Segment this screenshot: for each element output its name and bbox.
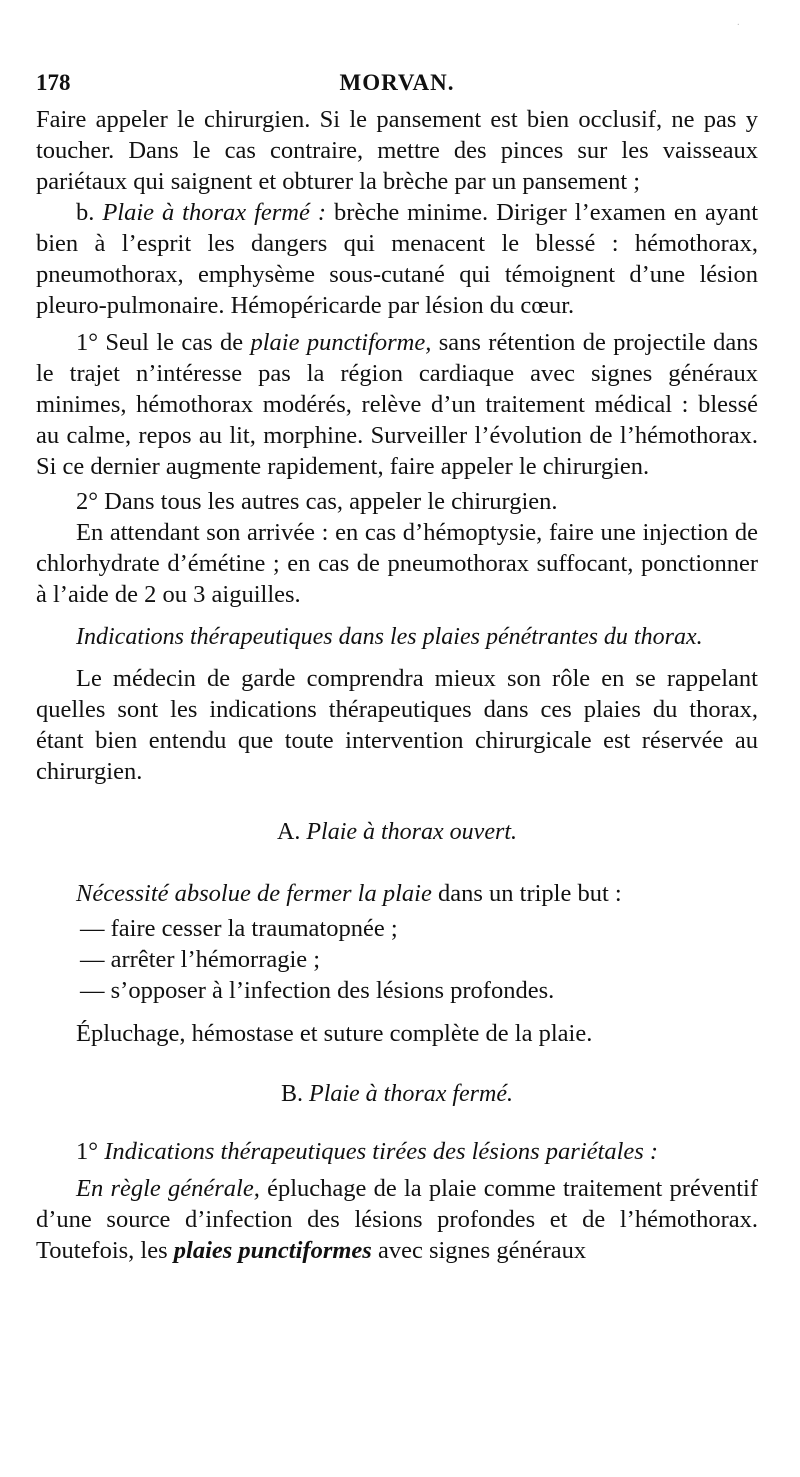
- paragraph-text: dans un triple but :: [437, 880, 622, 907]
- heading-title: Plaie à thorax ouvert.: [306, 819, 517, 845]
- list-item: — arrêter l’hémorragie ;: [80, 946, 321, 973]
- emphasis: plaie punctiforme,: [250, 329, 432, 356]
- emphasis: En règle générale,: [76, 1175, 260, 1202]
- section-heading-b: [36, 1079, 758, 1110]
- heading-label: A.: [277, 819, 301, 845]
- paragraph-text: brèche minime. Diriger l’examen en ayant bien à l’esprit les dangers qui menacent le blessé : hémothorax, pneumothorax, emphysème sous-cutané qui témoignent d’une lésion pleuro-pulmonaire. Hémopéricarde par lésion du cœur.: [36, 199, 758, 319]
- subheading-label: 1°: [76, 1138, 99, 1165]
- paragraph-text: avec signes généraux: [377, 1237, 587, 1264]
- paragraph: En attendant son arrivée : en cas d’hémoptysie, faire une injection de chlorhydrate d’émétine ; en cas de pneumothorax suffocant, ponctionner à l’aide de 2 ou 3 aiguilles.: [36, 519, 758, 608]
- paragraph-text: sans rétention de projectile dans le trajet n’intéresse pas la région cardiaque avec signes généraux minimes, hémothorax modérés, relève d’un traitement médical : blessé au calme, repos au lit, morphine. Surveiller l’évolution de l’hémothorax. Si ce dernier augmente rapidement, faire appeler le chirurgien.: [36, 329, 758, 480]
- paragraph: [36, 878, 758, 909]
- heading-label: B.: [281, 1081, 304, 1107]
- paragraph: Le médecin de garde comprendra mieux son rôle en se rappelant quelles sont les indications thérapeutiques dans ces plaies du thorax, étant bien entendu que toute intervention chirurgicale est réservée au chirurgien.: [36, 665, 758, 785]
- list: [40, 913, 758, 1006]
- paragraph: [36, 327, 758, 482]
- paragraph: Faire appeler le chirurgien. Si le pansement est bien occlusif, ne pas y toucher. Dans le cas contraire, mettre des pinces sur les vaisseaux pariétaux qui saignent et obturer la brèche par un pansement ;: [36, 106, 758, 195]
- heading-title: Plaie à thorax fermé.: [309, 1081, 513, 1107]
- subheading: [36, 1136, 758, 1167]
- paragraph: 2° Dans tous les autres cas, appeler le chirurgien.: [76, 488, 558, 515]
- page-header: [36, 20, 758, 104]
- running-title: MORVAN.: [339, 70, 455, 95]
- paragraph: Épluchage, hémostase et suture complète de la plaie.: [76, 1020, 593, 1047]
- section-heading: Indications thérapeutiques dans les plaies pénétrantes du thorax.: [76, 624, 703, 650]
- section-heading-a: [36, 817, 758, 848]
- list-item: — faire cesser la traumatopnée ;: [80, 915, 398, 942]
- emphasis: Nécessité absolue de fermer la plaie: [76, 880, 432, 907]
- scan-mark: ·: [736, 20, 740, 31]
- page-number: 178: [36, 70, 71, 95]
- paragraph: [36, 197, 758, 321]
- subheading-title: Indications thérapeutiques tirées des lésions pariétales :: [104, 1138, 659, 1165]
- paragraph-text: 1° Seul le cas de: [76, 329, 244, 356]
- paragraph: [36, 1173, 758, 1266]
- paragraph-text: épluchage de la plaie comme traitement préventif d’une source d’infection des lésions profondes et de l’hémothorax. Toutefois, les: [36, 1175, 758, 1264]
- list-item: — s’opposer à l’infection des lésions profondes.: [80, 977, 555, 1004]
- emphasis: plaies punctiformes: [173, 1237, 372, 1264]
- document-page: [36, 20, 758, 1266]
- item-title: Plaie à thorax fermé :: [102, 199, 326, 226]
- item-label: b.: [76, 199, 95, 226]
